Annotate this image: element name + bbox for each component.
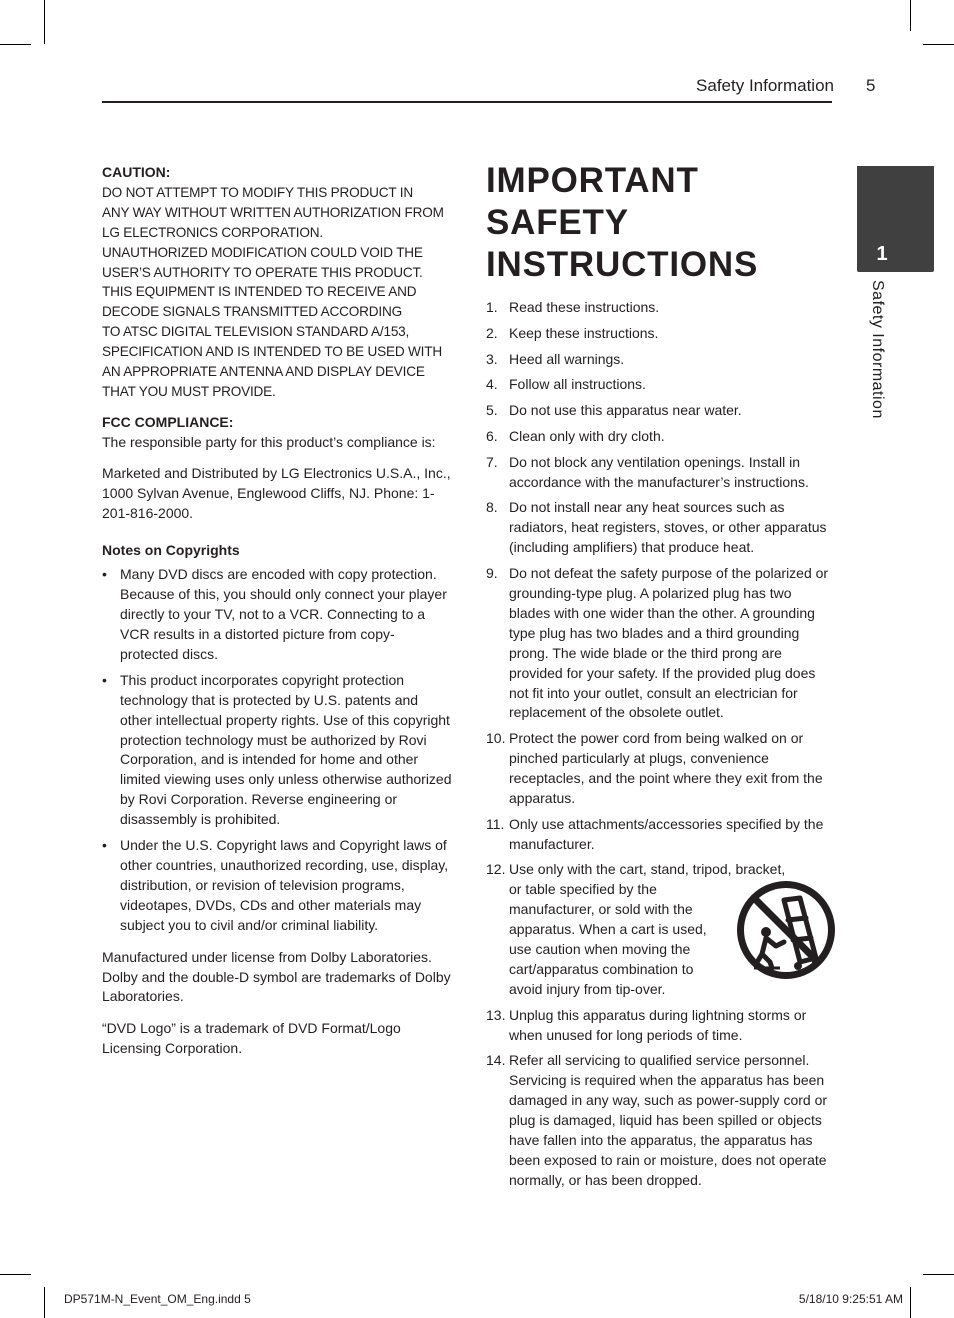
caution-line: DECODE SIGNALS TRANSMITTED ACCORDING: [102, 304, 402, 320]
copyrights-heading: Notes on Copyrights: [102, 542, 240, 559]
dolby-text: Manufactured under license from Dolby Laboratories. Dolby and the double-D symbol are trademarks of Dolby Laboratories.: [102, 948, 451, 1005]
item-number: 8.: [486, 499, 498, 516]
list-item: [486, 453, 836, 493]
list-item: [486, 427, 836, 447]
header-section-title: Safety Information: [696, 76, 834, 95]
fcc-heading: FCC COMPLIANCE:: [102, 413, 234, 430]
bullet-marker: •: [102, 566, 107, 583]
dvd-logo-text: “DVD Logo” is a trademark of DVD Format/Logo Licensing Corporation.: [102, 1020, 401, 1057]
item-text: Heed all warnings.: [509, 350, 625, 367]
item-number: 6.: [486, 427, 498, 444]
item-text: Read these instructions.: [509, 299, 660, 315]
chapter-side-label: Safety Information: [869, 280, 886, 419]
crop-mark: [910, 1287, 911, 1318]
crop-mark: [44, 1287, 45, 1318]
bullet-text: This product incorporates copyright protection technology that is protected by U.S. patents and other intellectual property rights. Use of this copyright protection technology must be authorized by Rovi Corporation, and is intended for home and other limited viewing uses only unless otherwise authorized by Rovi Corporation. Reverse engineering or disassembly is prohibited.: [120, 671, 452, 828]
caution-line: DO NOT ATTEMPT TO MODIFY THIS PRODUCT IN: [102, 184, 413, 200]
caution-text: [102, 183, 452, 402]
item-number: 12.: [486, 861, 506, 878]
list-item: [102, 671, 452, 830]
crop-mark: [44, 0, 45, 44]
item-text: Keep these instructions.: [509, 324, 659, 341]
item-text: Protect the power cord from being walked on or pinched particularly at plugs, convenience receptacles, and the point where they exit from the apparatus.: [509, 730, 823, 806]
bullet-marker: •: [102, 671, 107, 688]
list-item: [486, 324, 836, 344]
item-text: Do not block any ventilation openings. Install in accordance with the manufacturer’s instructions.: [509, 453, 809, 490]
crop-mark: [923, 44, 954, 45]
list-item: [102, 565, 452, 665]
list-item: [486, 401, 836, 421]
list-item: [486, 860, 836, 999]
list-item: [486, 564, 836, 723]
item-text: Do not defeat the safety purpose of the polarized or grounding-type plug. A polarized plug has two blades with one wider than the other. A grounding type plug has two blades and a third grounding prong. The wide blade or the third prong are provided for your safety. If the provided plug does not fit into your outlet, consult an electrician for replacement of the obsolete outlet.: [509, 565, 829, 721]
caution-line: THIS EQUIPMENT IS INTENDED TO RECEIVE AND: [102, 284, 417, 300]
bullet-marker: •: [102, 837, 107, 854]
safety-instructions-list: [486, 298, 836, 1191]
item-text: Unplug this apparatus during lightning storms or when unused for long periods of time.: [509, 1006, 807, 1043]
item-text: Only use attachments/accessories specified by the manufacturer.: [509, 815, 824, 852]
list-item: [486, 1006, 836, 1046]
item-text: Do not use this apparatus near water.: [509, 402, 742, 419]
item-text: Do not install near any heat sources such as radiators, heat registers, stoves, or other apparatus (including amplifiers) that produce heat.: [509, 499, 827, 556]
page-number: 5: [866, 76, 876, 95]
crop-mark: [0, 1274, 31, 1275]
item-number: 14.: [486, 1052, 506, 1069]
bullet-text: Many DVD discs are encoded with copy protection. Because of this, you should only connect your player directly to your TV, not to a VCR. Connecting to a VCR results in a distorted picture from copy-protected discs.: [120, 566, 447, 662]
item-text: Follow all instructions.: [509, 376, 646, 393]
cart-tip-over-warning-icon: [736, 880, 836, 980]
caution-line: AN APPROPRIATE ANTENNA AND DISPLAY DEVICE: [102, 364, 425, 380]
item-number: 4.: [486, 376, 498, 393]
footer-timestamp: 5/18/10 9:25:51 AM: [798, 1292, 903, 1306]
copyright-bullets: [102, 565, 452, 935]
marketed-text: Marketed and Distributed by LG Electronics U.S.A., Inc., 1000 Sylvan Avenue, Englewood Cliffs, NJ. Phone: 1-201-816-2000.: [102, 464, 451, 521]
title-line: IMPORTANT SAFETY: [486, 161, 699, 242]
chapter-tab: [857, 166, 934, 272]
fcc-text: The responsible party for this product’s compliance is:: [102, 433, 436, 450]
caution-line: SPECIFICATION AND IS INTENDED TO BE USED WITH: [102, 344, 442, 360]
item-number: 2.: [486, 324, 498, 341]
item-number: 11.: [486, 815, 505, 832]
crop-mark: [923, 1274, 954, 1275]
item-text: Refer all servicing to qualified service personnel. Servicing is required when the apparatus has been damaged in any way, such as power-supply cord or plug is damaged, liquid has been spilled or objects have fallen into the apparatus, the apparatus has been exposed to rain or moisture, does not operate normally, or has been dropped.: [509, 1052, 828, 1188]
item-text: or table specified by the manufacturer, or sold with the apparatus. When a cart is used, use caution when moving the cart/apparatus combination to avoid injury from tip-over.: [509, 881, 707, 997]
item-text: Use only with the cart, stand, tripod, bracket,: [509, 861, 786, 878]
item-number: 1.: [486, 299, 498, 315]
item-number: 13.: [486, 1006, 506, 1023]
item-number: 3.: [486, 350, 498, 367]
item-number: 10.: [486, 730, 506, 747]
list-item: [486, 298, 836, 318]
list-item: [486, 350, 836, 370]
caution-line: USER’S AUTHORITY TO OPERATE THIS PRODUCT.: [102, 264, 423, 280]
caution-line: THAT YOU MUST PROVIDE.: [102, 383, 276, 399]
caution-heading: CAUTION:: [102, 164, 171, 180]
caution-line: LG ELECTRONICS CORPORATION.: [102, 224, 323, 240]
list-item: [486, 729, 836, 809]
item-text: Clean only with dry cloth.: [509, 427, 665, 444]
caution-line: TO ATSC DIGITAL TELEVISION STANDARD A/153,: [102, 324, 410, 340]
crop-mark: [0, 44, 31, 45]
title-line: INSTRUCTIONS: [486, 245, 759, 284]
list-item: [486, 498, 836, 558]
header-divider: [102, 101, 832, 103]
list-item: [486, 375, 836, 395]
caution-line: UNAUTHORIZED MODIFICATION COULD VOID THE: [102, 244, 423, 260]
right-column: [486, 160, 836, 1197]
item-number: 5.: [486, 402, 498, 419]
item-number: 9.: [486, 565, 498, 582]
chapter-number: 1: [876, 243, 888, 265]
list-item: [486, 1051, 836, 1190]
caution-line: ANY WAY WITHOUT WRITTEN AUTHORIZATION FROM: [102, 204, 444, 220]
footer-file-name: DP571M-N_Event_OM_Eng.indd 5: [64, 1292, 251, 1306]
crop-mark: [910, 0, 911, 31]
left-column: [102, 163, 452, 1059]
list-item: [102, 836, 452, 936]
list-item: [486, 815, 836, 855]
bullet-text: Under the U.S. Copyright laws and Copyright laws of other countries, unauthorized recording, use, display, distribution, or revision of television programs, videotapes, DVDs, CDs and other materials may subject you to civil and/or criminal liability.: [120, 837, 449, 933]
page-title: [486, 160, 836, 286]
item-number: 7.: [486, 453, 498, 470]
